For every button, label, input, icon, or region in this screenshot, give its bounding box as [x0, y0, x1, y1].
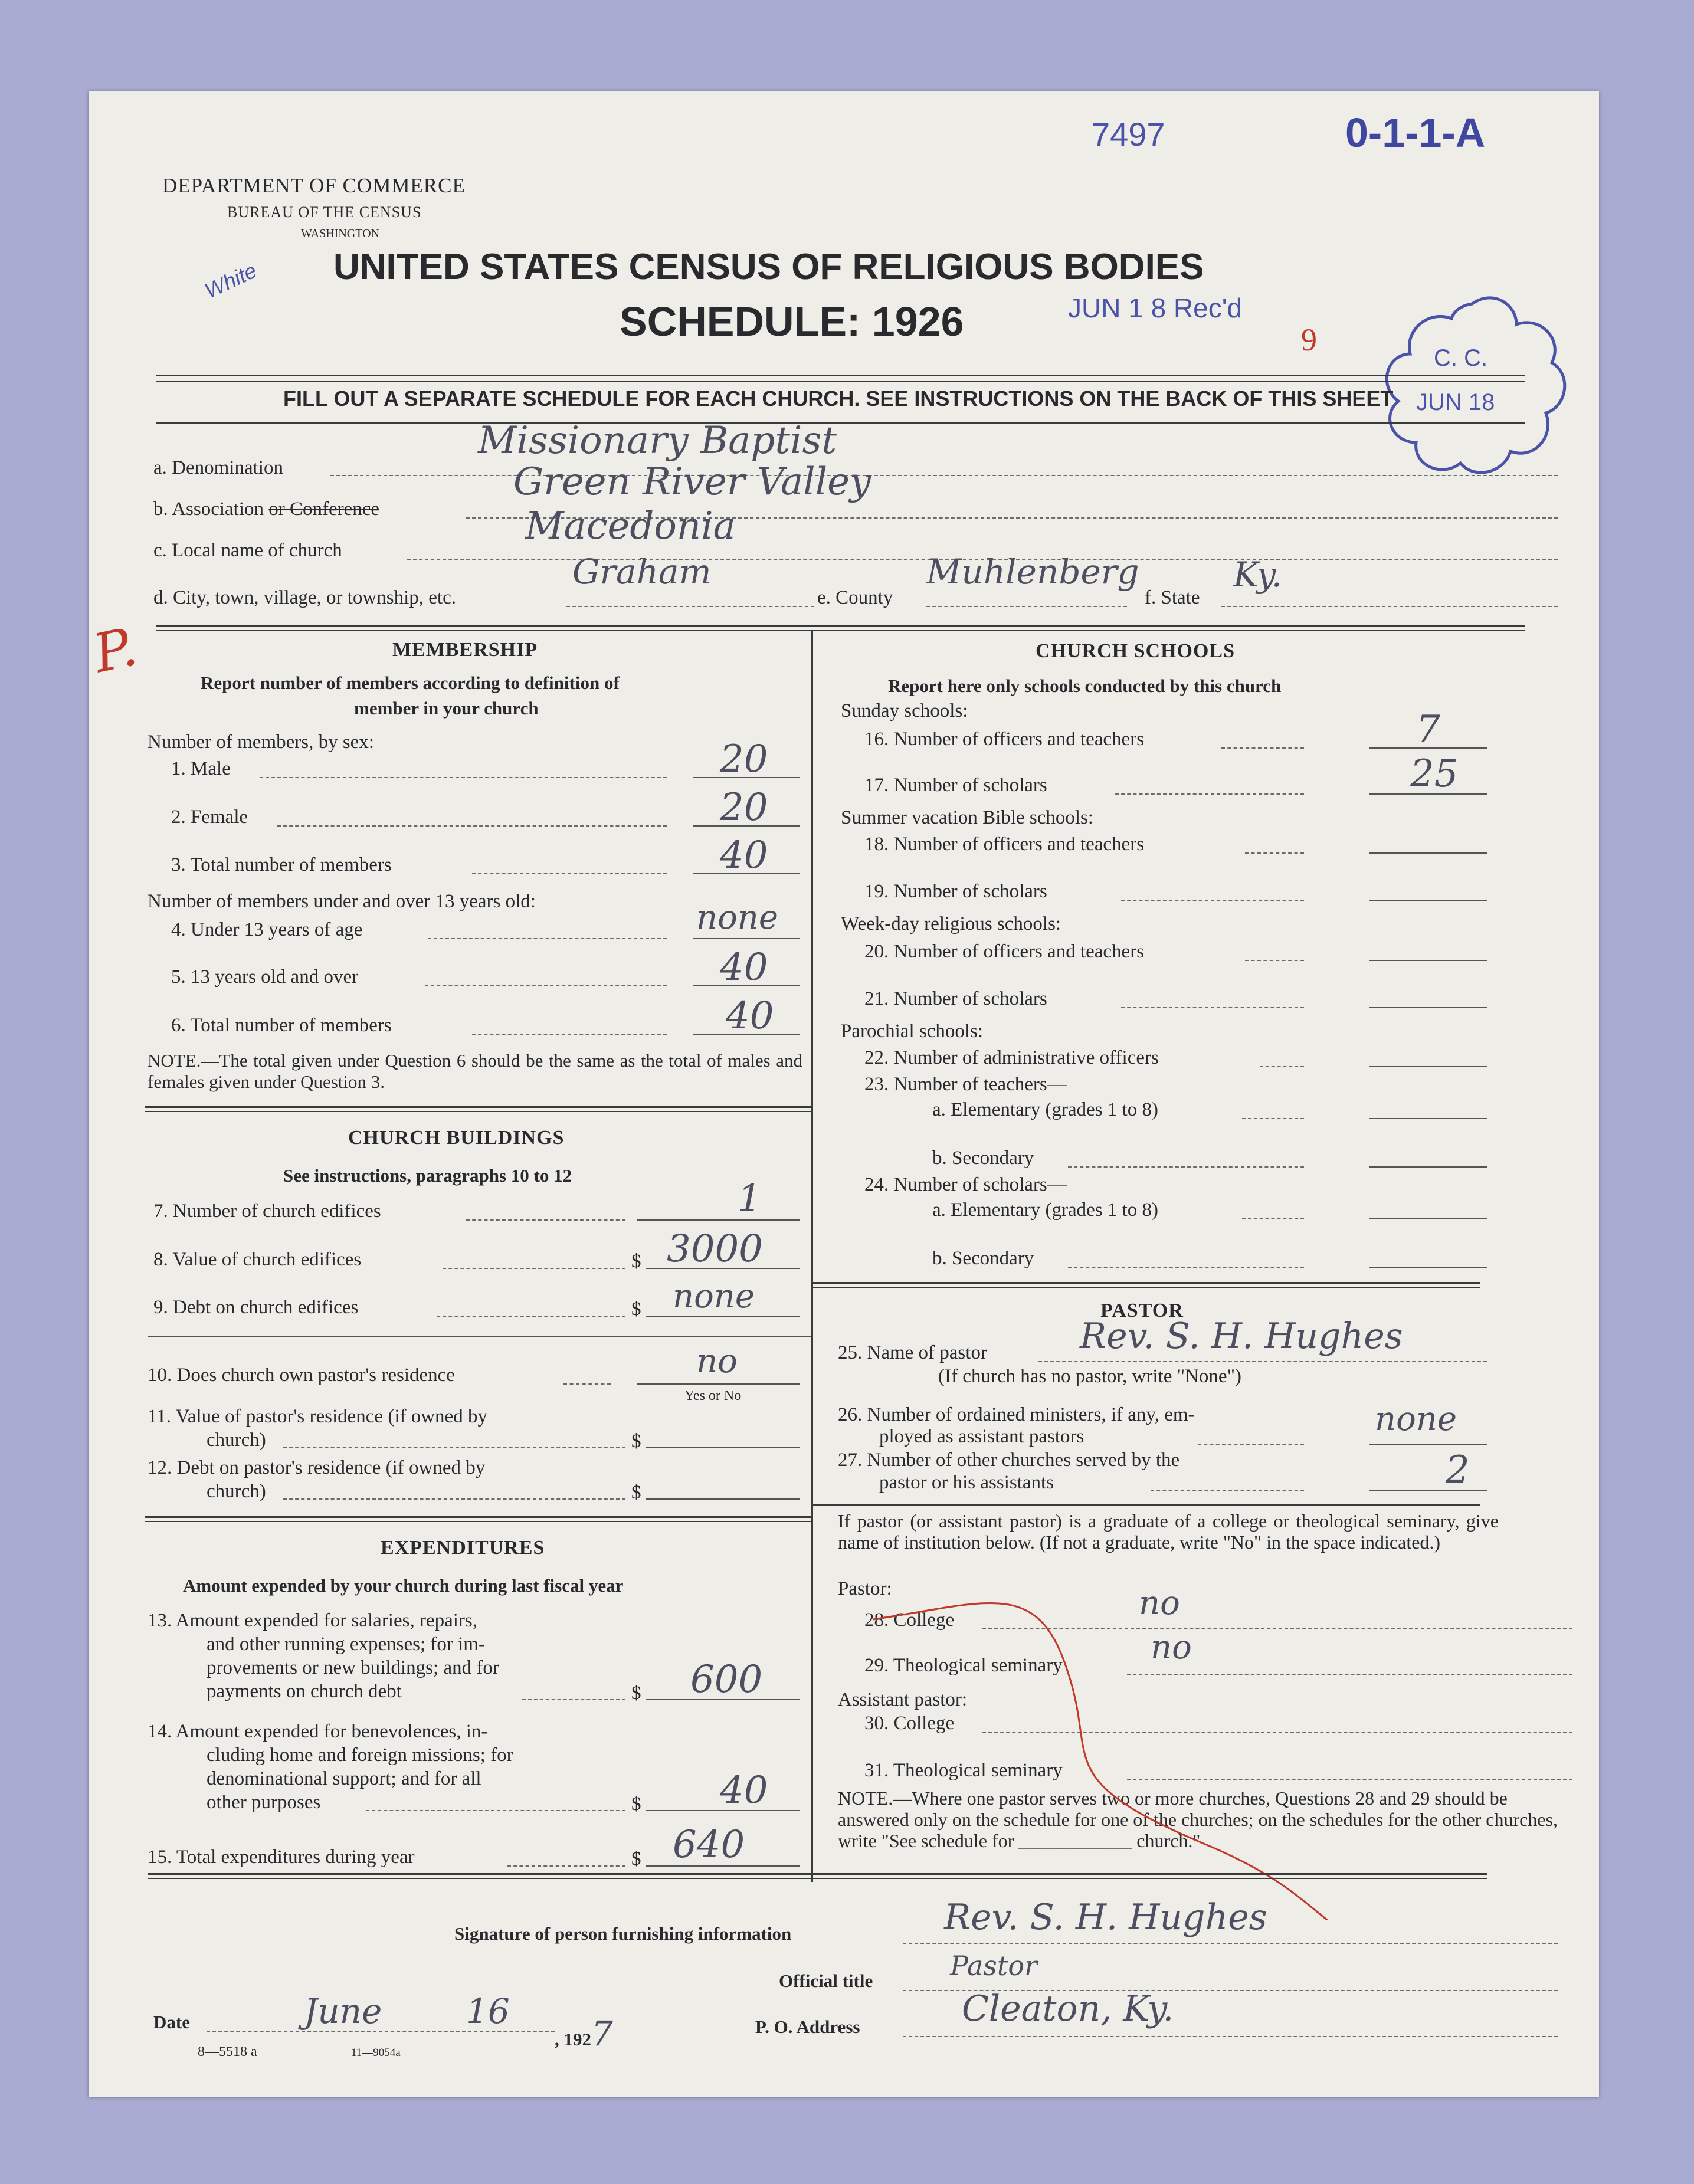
city-name: WASHINGTON: [301, 227, 379, 240]
q30-label: 30. College: [864, 1713, 955, 1734]
line: [507, 1865, 625, 1867]
line: [443, 1268, 625, 1269]
membership-sub: member in your church: [354, 698, 539, 719]
q16-label: 16. Number of officers and teachers: [864, 729, 1145, 750]
county-value: Muhlenberg: [926, 552, 1139, 592]
q31-label: 31. Theological seminary: [864, 1760, 1063, 1781]
q7-value: 1: [738, 1177, 762, 1221]
line: [1221, 747, 1304, 749]
graduate-note: If pastor (or assistant pastor) is a graduate of a college or theological seminary, give name of institution below. (If not a graduate, write "No" in the space indicated.): [838, 1510, 1499, 1553]
dollar-sign: $: [631, 1482, 641, 1503]
column-divider: [811, 631, 813, 1882]
church-name-label: c. Local name of church: [153, 540, 342, 561]
cc-stamp-text: C. C.: [1434, 345, 1488, 371]
q1-label: 1. Male: [171, 758, 231, 779]
red-p-mark: P.: [88, 615, 143, 686]
line: [1369, 1218, 1487, 1219]
expenditures-sub: Amount expended by your church during last fiscal year: [183, 1575, 624, 1596]
divider: [156, 625, 1525, 627]
schedule-year: SCHEDULE: 1926: [620, 299, 964, 345]
date-label: Date: [153, 2012, 190, 2032]
line: [425, 985, 667, 986]
line: [1038, 1361, 1487, 1362]
q8-value: 3000: [667, 1227, 763, 1271]
line: [466, 1219, 625, 1221]
divider: [813, 1287, 1480, 1288]
pastor-subhead: Pastor:: [838, 1578, 892, 1599]
by-age-label: Number of members under and over 13 years old:: [148, 891, 536, 912]
stamp-number: 7497: [1092, 116, 1165, 153]
q19-label: 19. Number of scholars: [864, 881, 1047, 902]
membership-heading: MEMBERSHIP: [392, 639, 538, 661]
date-year: , 1927: [555, 2014, 613, 2054]
po-address-value: Cleaton, Ky.: [962, 1988, 1174, 2029]
q3-value: 40: [720, 834, 768, 877]
pastor-heading: PASTOR: [1100, 1300, 1184, 1321]
line: [637, 1383, 800, 1385]
association-label: b. Association or Conference: [153, 499, 380, 520]
department-name: DEPARTMENT OF COMMERCE: [162, 174, 466, 197]
association-value: Green River Valley: [513, 460, 871, 504]
q28-label: 28. College: [864, 1609, 955, 1631]
q13-value: 600: [690, 1658, 763, 1701]
q27-label: 27. Number of other churches served by the: [838, 1450, 1180, 1471]
weekday-label: Week-day religious schools:: [841, 913, 1061, 934]
q12-label-cont: church): [207, 1481, 266, 1502]
q14-value: 40: [720, 1769, 768, 1812]
county-label: e. County: [817, 587, 893, 608]
q9-label: 9. Debt on church edifices: [153, 1297, 359, 1318]
q15-label: 15. Total expenditures during year: [148, 1847, 415, 1868]
q12-label: 12. Debt on pastor's residence (if owned by: [148, 1457, 486, 1478]
membership-note: NOTE.—The total given under Question 6 should be the same as the total of males and females given under Question 3.: [148, 1050, 802, 1092]
q6-label: 6. Total number of members: [171, 1015, 392, 1036]
schedule-form: [89, 91, 1599, 2097]
q22-label: 22. Number of administrative officers: [864, 1047, 1159, 1068]
cc-stamp-date: JUN 18: [1416, 389, 1495, 415]
q8-label: 8. Value of church edifices: [153, 1249, 362, 1270]
divider: [145, 1516, 811, 1518]
state-label: f. State: [1145, 587, 1200, 608]
line: [646, 1447, 800, 1448]
q7-label: 7. Number of church edifices: [153, 1201, 381, 1222]
q25-value: Rev. S. H. Hughes: [1080, 1316, 1403, 1357]
divider: [813, 1504, 1480, 1506]
line: [522, 1699, 625, 1700]
line: [283, 1498, 625, 1500]
line: [1245, 960, 1304, 961]
line: [437, 1316, 625, 1317]
state-value: Ky.: [1233, 555, 1283, 595]
line: [1369, 1444, 1487, 1445]
church-name-value: Macedonia: [525, 504, 736, 548]
denomination-label: a. Denomination: [153, 457, 283, 478]
form-title: UNITED STATES CENSUS OF RELIGIOUS BODIES: [333, 247, 1204, 287]
q23b-label: b. Secondary: [932, 1147, 1034, 1169]
q15-value: 640: [673, 1823, 745, 1867]
q11-label: 11. Value of pastor's residence (if owned by: [148, 1406, 487, 1427]
q16-value: 7: [1416, 708, 1440, 752]
q26-label-cont: ployed as assistant pastors: [879, 1426, 1084, 1447]
line: [277, 825, 667, 827]
expenditures-heading: EXPENDITURES: [381, 1537, 545, 1559]
q28-value: no: [1139, 1584, 1180, 1622]
dollar-sign: $: [631, 1251, 641, 1272]
line: [563, 1383, 611, 1385]
line: [283, 1447, 625, 1448]
line: [1068, 1166, 1304, 1168]
date-day: 16: [466, 1991, 510, 2031]
q23-label: 23. Number of teachers—: [864, 1074, 1067, 1095]
line: [1369, 1267, 1487, 1268]
q21-label: 21. Number of scholars: [864, 988, 1047, 1009]
divider: [148, 1336, 811, 1337]
q13-label: 13. Amount expended for salaries, repairs, and other running expenses; for im- provements or new buildings; and for payments on church debt: [148, 1610, 499, 1702]
bureau-name: BUREAU OF THE CENSUS: [227, 204, 422, 221]
line: [1151, 1490, 1304, 1491]
line: [566, 606, 814, 607]
q10-value: no: [696, 1342, 738, 1380]
line: [1121, 900, 1304, 901]
q25-note: (If church has no pastor, write "None"): [938, 1366, 1242, 1387]
instruction-banner: FILL OUT A SEPARATE SCHEDULE FOR EACH CHURCH. SEE INSTRUCTIONS ON THE BACK OF THIS SHEET: [283, 386, 1394, 411]
dollar-sign: $: [631, 1793, 641, 1815]
line: [1245, 852, 1304, 854]
line: [693, 938, 800, 939]
red-correction-line: [873, 1566, 1345, 1920]
q10-label: 10. Does church own pastor's residence: [148, 1365, 455, 1386]
parochial-label: Parochial schools:: [841, 1021, 984, 1042]
city-value: Graham: [572, 552, 712, 592]
line: [1369, 1166, 1487, 1168]
line: [646, 1498, 800, 1500]
line: [1242, 1218, 1304, 1219]
schools-heading: CHURCH SCHOOLS: [1036, 640, 1235, 662]
by-sex-label: Number of members, by sex:: [148, 732, 374, 753]
q17-label: 17. Number of scholars: [864, 775, 1047, 796]
signature-label: Signature of person furnishing information: [454, 1923, 792, 1944]
q2-value: 20: [720, 786, 768, 829]
red-mark-9: 9: [1301, 322, 1317, 358]
q27-value: 2: [1446, 1448, 1470, 1492]
q11-label-cont: church): [207, 1429, 266, 1451]
q23a-label: a. Elementary (grades 1 to 8): [932, 1099, 1159, 1120]
line: [1221, 606, 1558, 607]
signature-value: Rev. S. H. Hughes: [944, 1897, 1267, 1938]
line: [1369, 852, 1487, 854]
line: [1242, 1118, 1304, 1119]
divider: [148, 1878, 1487, 1879]
q2-label: 2. Female: [171, 806, 248, 828]
line: [1369, 960, 1487, 961]
q3-label: 3. Total number of members: [171, 854, 392, 875]
line: [207, 2031, 555, 2032]
q1-value: 20: [720, 737, 768, 781]
divider: [156, 630, 1525, 631]
q17-value: 25: [1410, 752, 1459, 796]
line: [1369, 900, 1487, 901]
q26-value: none: [1375, 1400, 1457, 1438]
q5-value: 40: [720, 946, 768, 989]
line: [637, 1219, 800, 1221]
line: [1369, 1066, 1487, 1067]
buildings-heading: CHURCH BUILDINGS: [348, 1127, 565, 1149]
denomination-value: Missionary Baptist: [478, 419, 837, 463]
divider: [156, 375, 1525, 376]
city-label: d. City, town, village, or township, etc.: [153, 587, 456, 608]
q20-label: 20. Number of officers and teachers: [864, 941, 1145, 962]
line: [903, 2036, 1558, 2037]
divider: [156, 422, 1525, 424]
q4-value: none: [696, 898, 778, 937]
divider: [813, 1282, 1480, 1284]
form-number: 8—5518 a: [198, 2044, 257, 2060]
received-stamp: JUN 1 8 Rec'd: [1068, 293, 1243, 323]
official-title-value: Pastor: [950, 1950, 1038, 1982]
white-mark: White: [201, 258, 261, 303]
line: [472, 873, 667, 874]
q26-label: 26. Number of ordained ministers, if any, em-: [838, 1404, 1195, 1425]
line: [472, 1034, 667, 1035]
date-month: June: [304, 1991, 382, 2031]
q24a-label: a. Elementary (grades 1 to 8): [932, 1199, 1159, 1221]
schools-sub: Report here only schools conducted by this church: [888, 675, 1282, 696]
line: [1369, 1007, 1487, 1008]
line: [903, 1943, 1558, 1944]
q9-value: none: [673, 1277, 755, 1316]
print-number: 11—9054a: [351, 2047, 401, 2059]
line: [428, 938, 667, 939]
q6-value: 40: [726, 994, 774, 1038]
dollar-sign: $: [631, 1683, 641, 1704]
divider: [145, 1521, 811, 1522]
line: [366, 1810, 625, 1811]
q24b-label: b. Secondary: [932, 1248, 1034, 1269]
line: [1068, 1267, 1304, 1268]
dollar-sign: $: [631, 1848, 641, 1870]
q18-label: 18. Number of officers and teachers: [864, 834, 1145, 855]
line: [1198, 1444, 1304, 1445]
assistant-subhead: Assistant pastor:: [838, 1689, 968, 1710]
q29-value: no: [1151, 1628, 1192, 1667]
q4-label: 4. Under 13 years of age: [171, 919, 363, 940]
file-code: 0-1-1-A: [1345, 110, 1486, 156]
divider: [156, 381, 1525, 382]
official-title-label: Official title: [779, 1970, 873, 1991]
q5-label: 5. 13 years old and over: [171, 966, 359, 988]
line: [1369, 1118, 1487, 1119]
line: [1260, 1066, 1304, 1067]
line: [260, 777, 667, 778]
pastor-note: NOTE.—Where one pastor serves two or more churches, Questions 28 and 29 should be answered only on the schedule for one of the churches; on the schedules for the other churches, write "See schedule for ____________ church.": [838, 1788, 1558, 1851]
divider: [145, 1106, 811, 1108]
dollar-sign: $: [631, 1431, 641, 1452]
po-address-label: P. O. Address: [755, 2016, 860, 2037]
q14-label: 14. Amount expended for benevolences, in- cluding home and foreign missions; for denominational support; and for all other purposes: [148, 1721, 513, 1813]
line: [1115, 793, 1304, 795]
q29-label: 29. Theological seminary: [864, 1655, 1063, 1676]
line: [646, 1316, 800, 1317]
q27-label-cont: pastor or his assistants: [879, 1472, 1054, 1493]
line: [1121, 1007, 1304, 1008]
line: [926, 606, 1127, 607]
q24-label: 24. Number of scholars—: [864, 1174, 1067, 1195]
divider: [148, 1873, 1487, 1875]
membership-sub: Report number of members according to definition of: [201, 673, 620, 693]
dollar-sign: $: [631, 1298, 641, 1320]
divider: [145, 1111, 811, 1112]
q25-label: 25. Name of pastor: [838, 1342, 987, 1363]
yes-no-caption: Yes or No: [684, 1388, 742, 1403]
buildings-sub: See instructions, paragraphs 10 to 12: [283, 1165, 572, 1186]
sunday-label: Sunday schools:: [841, 700, 968, 722]
summer-label: Summer vacation Bible schools:: [841, 807, 1094, 828]
